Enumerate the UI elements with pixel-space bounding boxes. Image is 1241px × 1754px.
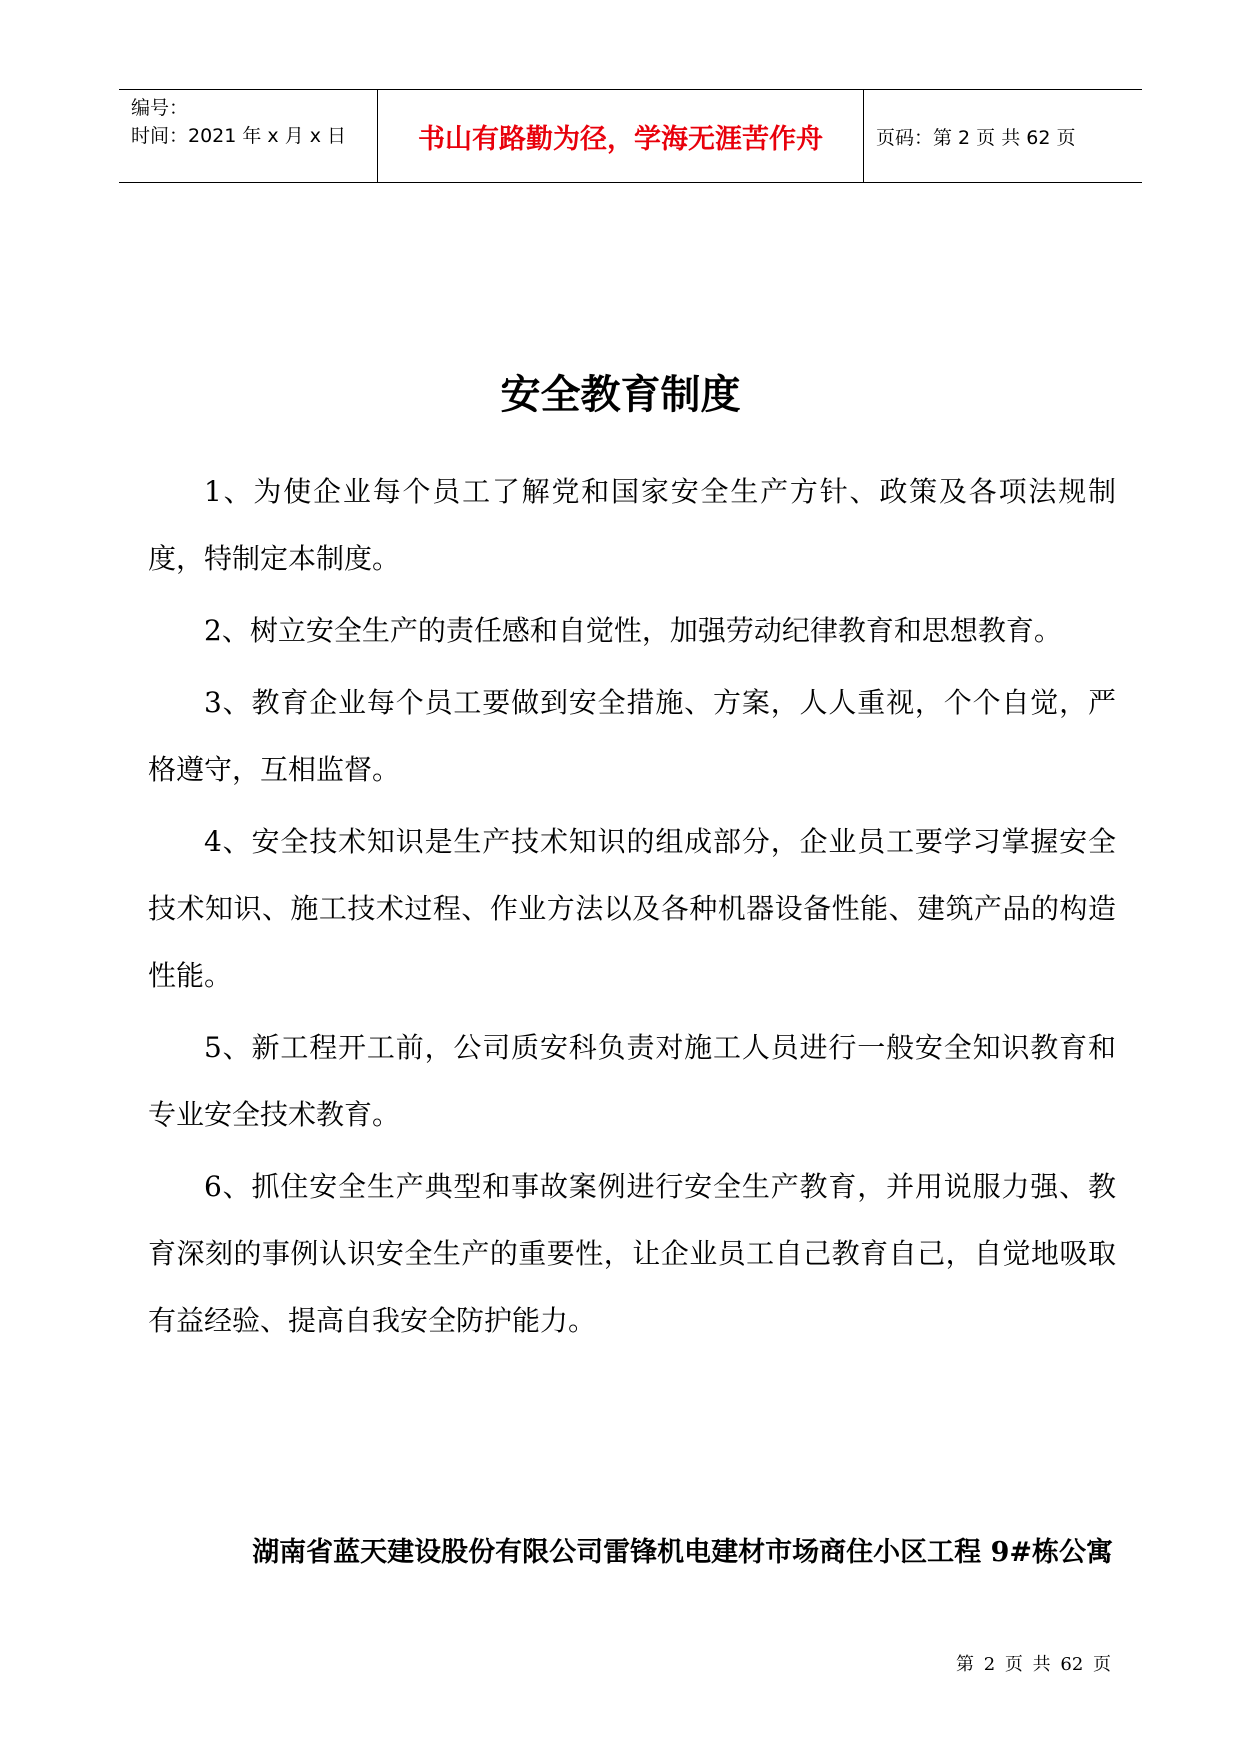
serial-label: 编号： <box>131 97 189 119</box>
header-meta <box>119 90 378 182</box>
header-page-label: 页码：第 2 页 共 62 页 <box>876 126 1076 149</box>
document-title: 安全教育制度 <box>500 372 741 418</box>
page-number: 第 2 页 共 62 页 <box>956 1654 1111 1675</box>
footer-company: 湖南省蓝天建设股份有限公司雷锋机电建材市场商住小区工程 9#栋公寓 <box>252 1537 1113 1568</box>
paragraph-6: 6、抓住安全生产典型和事故案例进行安全生产教育，并用说服力强、教育深刻的事例认识安全生产的重要性，让企业员工自己教育自己，自觉地吸取有益经验、提高自我安全防护能力。 <box>148 1170 1116 1337</box>
paragraph-3: 3、教育企业每个员工要做到安全措施、方案，人人重视，个个自觉，严格遵守，互相监督。 <box>148 686 1116 786</box>
paragraph-1: 1、为使企业每个员工了解党和国家安全生产方针、政策及各项法规制度，特制定本制度。 <box>148 475 1116 575</box>
paragraph-2: 2、树立安全生产的责任感和自觉性，加强劳动纪律教育和思想教育。 <box>204 614 1062 647</box>
header-motto: 书山有路勤为径，学海无涯苦作舟 <box>378 90 864 182</box>
paragraph-4: 4、安全技术知识是生产技术知识的组成部分，企业员工要学习掌握安全技术知识、施工技术过程、作业方法以及各种机器设备性能、建筑产品的构造性能。 <box>148 825 1116 992</box>
paragraph-5: 5、新工程开工前，公司质安科负责对施工人员进行一般安全知识教育和专业安全技术教育。 <box>148 1031 1116 1131</box>
time-label: 时间：2021 年 x 月 x 日 <box>131 125 347 147</box>
page-header <box>119 89 1142 183</box>
document-body <box>148 458 1116 1359</box>
